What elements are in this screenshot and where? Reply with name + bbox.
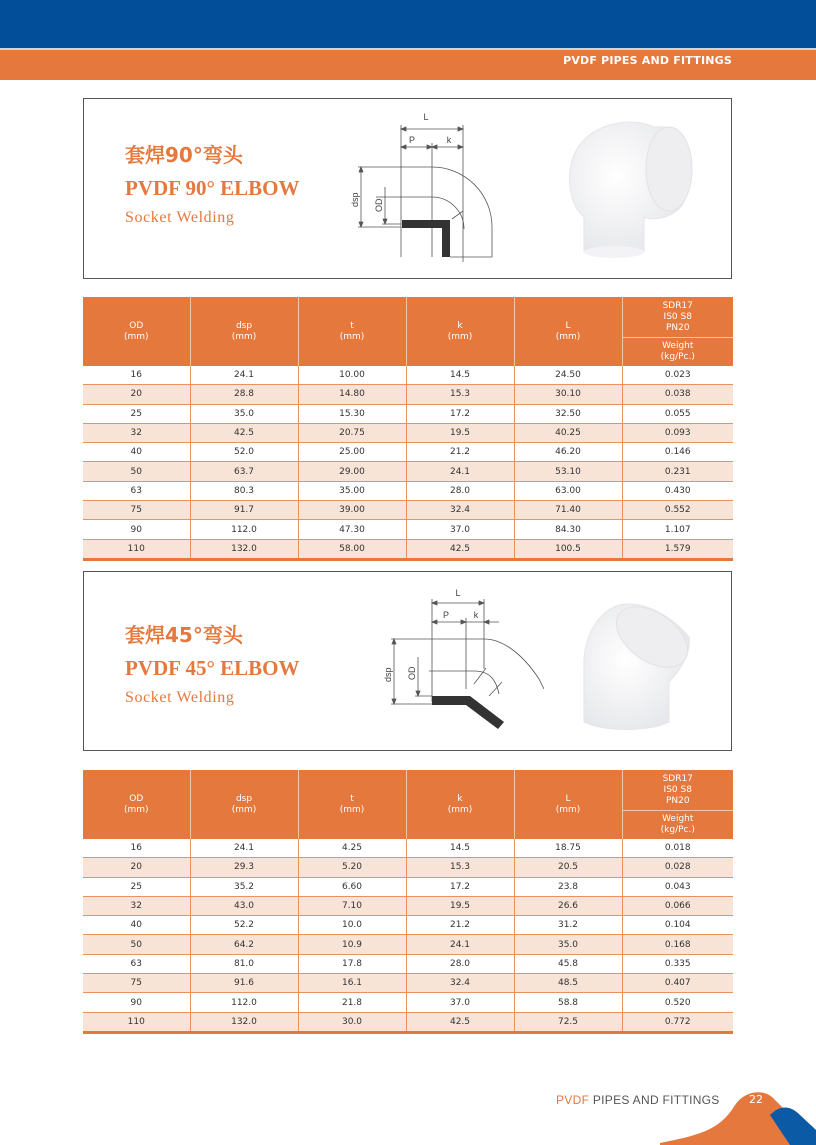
- table-row: [83, 1012, 733, 1032]
- header-dsp: dsp (mm): [190, 297, 298, 366]
- cell-weight: 0.018: [622, 839, 733, 858]
- cell-k: 28.0: [406, 481, 514, 500]
- cell-l: 48.5: [514, 974, 622, 993]
- cell-dsp: 112.0: [190, 520, 298, 539]
- elbow-45-product-photo: [574, 592, 704, 737]
- cell-od: 63: [83, 954, 190, 973]
- cell-l: 40.25: [514, 423, 622, 442]
- cell-t: 10.0: [298, 916, 406, 935]
- cell-k: 42.5: [406, 539, 514, 559]
- cell-od: 25: [83, 877, 190, 896]
- cell-dsp: 132.0: [190, 1012, 298, 1032]
- cell-od: 75: [83, 501, 190, 520]
- table-row: [83, 858, 733, 877]
- cell-k: 28.0: [406, 954, 514, 973]
- product-card-90-elbow: [83, 98, 732, 279]
- cell-t: 6.60: [298, 877, 406, 896]
- header-k: k (mm): [406, 770, 514, 839]
- diagram-label-l: L: [423, 112, 429, 122]
- elbow-45-dimension-diagram: [374, 584, 544, 739]
- cell-l: 72.5: [514, 1012, 622, 1032]
- cell-k: 17.2: [406, 404, 514, 423]
- cell-dsp: 91.7: [190, 501, 298, 520]
- cell-weight: 0.407: [622, 974, 733, 993]
- cell-l: 31.2: [514, 916, 622, 935]
- header-l: L (mm): [514, 297, 622, 366]
- spec-table-90-elbow: [83, 297, 733, 561]
- cell-k: 14.5: [406, 839, 514, 858]
- page-number: 22: [749, 1093, 763, 1106]
- cell-od: 75: [83, 974, 190, 993]
- table-row: [83, 916, 733, 935]
- cell-dsp: 42.5: [190, 423, 298, 442]
- cell-t: 10.9: [298, 935, 406, 954]
- spec-table-body: [83, 839, 733, 1032]
- cell-k: 24.1: [406, 462, 514, 481]
- table-row: [83, 366, 733, 385]
- header-od: OD (mm): [83, 297, 190, 366]
- cell-weight: 0.552: [622, 501, 733, 520]
- cell-od: 90: [83, 520, 190, 539]
- cell-weight: 0.066: [622, 896, 733, 915]
- cell-t: 39.00: [298, 501, 406, 520]
- header-t: t (mm): [298, 770, 406, 839]
- elbow-90-product-photo: [554, 107, 704, 267]
- cell-od: 25: [83, 404, 190, 423]
- table-row: [83, 877, 733, 896]
- diagram-label-od: OD: [374, 198, 384, 212]
- spec-table-45-elbow: [83, 770, 733, 1034]
- cell-t: 7.10: [298, 896, 406, 915]
- cell-k: 32.4: [406, 501, 514, 520]
- cell-t: 30.0: [298, 1012, 406, 1032]
- cell-dsp: 64.2: [190, 935, 298, 954]
- cell-t: 58.00: [298, 539, 406, 559]
- table-row: [83, 501, 733, 520]
- table-row: [83, 481, 733, 500]
- cell-dsp: 132.0: [190, 539, 298, 559]
- cell-l: 23.8: [514, 877, 622, 896]
- header-k: k (mm): [406, 297, 514, 366]
- cell-od: 63: [83, 481, 190, 500]
- footer-wave-decoration: [640, 1080, 816, 1145]
- cell-weight: 0.168: [622, 935, 733, 954]
- table-row: [83, 462, 733, 481]
- cell-t: 16.1: [298, 974, 406, 993]
- cell-l: 53.10: [514, 462, 622, 481]
- cell-k: 32.4: [406, 974, 514, 993]
- table-row: [83, 974, 733, 993]
- spec-table-body: [83, 366, 733, 559]
- cell-od: 32: [83, 423, 190, 442]
- header-section-label: PVDF PIPES AND FITTINGS: [563, 54, 732, 67]
- table-row: [83, 520, 733, 539]
- cell-l: 71.40: [514, 501, 622, 520]
- table-row: [83, 896, 733, 915]
- product-title-en: PVDF 45° ELBOW: [125, 656, 300, 680]
- cell-dsp: 24.1: [190, 839, 298, 858]
- cell-l: 35.0: [514, 935, 622, 954]
- header-t: t (mm): [298, 297, 406, 366]
- table-row: [83, 839, 733, 858]
- cell-k: 24.1: [406, 935, 514, 954]
- cell-k: 19.5: [406, 423, 514, 442]
- cell-weight: 0.028: [622, 858, 733, 877]
- cell-dsp: 112.0: [190, 993, 298, 1012]
- table-row: [83, 404, 733, 423]
- cell-dsp: 81.0: [190, 954, 298, 973]
- cell-l: 45.8: [514, 954, 622, 973]
- cell-t: 20.75: [298, 423, 406, 442]
- cell-od: 90: [83, 993, 190, 1012]
- cell-dsp: 80.3: [190, 481, 298, 500]
- product-title-en: PVDF 90° ELBOW: [125, 176, 300, 200]
- diagram-label-l: L: [455, 588, 461, 598]
- cell-l: 58.8: [514, 993, 622, 1012]
- cell-l: 63.00: [514, 481, 622, 500]
- cell-od: 20: [83, 385, 190, 404]
- cell-l: 84.30: [514, 520, 622, 539]
- cell-od: 50: [83, 462, 190, 481]
- header-l: L (mm): [514, 770, 622, 839]
- header-weight: Weight (kg/Pc.): [622, 338, 733, 367]
- table-row: [83, 954, 733, 973]
- product-card-45-elbow: [83, 571, 732, 751]
- cell-weight: 0.772: [622, 1012, 733, 1032]
- cell-od: 32: [83, 896, 190, 915]
- cell-dsp: 29.3: [190, 858, 298, 877]
- cell-weight: 0.043: [622, 877, 733, 896]
- cell-t: 10.00: [298, 366, 406, 385]
- footer-accent-word: PVDF: [556, 1093, 590, 1107]
- cell-l: 46.20: [514, 443, 622, 462]
- diagram-label-dsp: dsp: [383, 667, 393, 682]
- cell-od: 110: [83, 1012, 190, 1032]
- cell-l: 26.6: [514, 896, 622, 915]
- header-rating: SDR17 IS0 S8 PN20: [622, 297, 733, 338]
- cell-weight: 1.579: [622, 539, 733, 559]
- cell-l: 20.5: [514, 858, 622, 877]
- table-row: [83, 385, 733, 404]
- cell-weight: 0.520: [622, 993, 733, 1012]
- cell-t: 29.00: [298, 462, 406, 481]
- cell-weight: 0.023: [622, 366, 733, 385]
- diagram-label-dsp: dsp: [350, 192, 360, 207]
- footer-title: [556, 1093, 720, 1107]
- cell-weight: 0.146: [622, 443, 733, 462]
- cell-dsp: 63.7: [190, 462, 298, 481]
- cell-t: 47.30: [298, 520, 406, 539]
- socket-wall-section: [402, 220, 450, 257]
- cell-t: 17.8: [298, 954, 406, 973]
- cell-dsp: 35.0: [190, 404, 298, 423]
- cell-weight: 0.231: [622, 462, 733, 481]
- table-row: [83, 993, 733, 1012]
- cell-l: 18.75: [514, 839, 622, 858]
- product-subtitle: Socket Welding: [125, 689, 235, 706]
- cell-dsp: 52.2: [190, 916, 298, 935]
- cell-weight: 0.104: [622, 916, 733, 935]
- cell-k: 37.0: [406, 993, 514, 1012]
- cell-t: 25.00: [298, 443, 406, 462]
- diagram-label-p: P: [408, 135, 416, 145]
- cell-k: 42.5: [406, 1012, 514, 1032]
- cell-od: 110: [83, 539, 190, 559]
- cell-od: 16: [83, 366, 190, 385]
- cell-k: 37.0: [406, 520, 514, 539]
- product-title-cn: 套焊90°弯头: [125, 143, 243, 167]
- cell-k: 21.2: [406, 443, 514, 462]
- cell-t: 21.8: [298, 993, 406, 1012]
- diagram-label-od: OD: [407, 666, 417, 680]
- cell-t: 15.30: [298, 404, 406, 423]
- cell-t: 5.20: [298, 858, 406, 877]
- cell-dsp: 91.6: [190, 974, 298, 993]
- table-row: [83, 423, 733, 442]
- cell-od: 40: [83, 916, 190, 935]
- cell-t: 14.80: [298, 385, 406, 404]
- cell-weight: 0.335: [622, 954, 733, 973]
- cell-k: 14.5: [406, 366, 514, 385]
- cell-t: 35.00: [298, 481, 406, 500]
- socket-wall-section: [432, 696, 504, 729]
- header-od: OD (mm): [83, 770, 190, 839]
- elbow-90-dimension-diagram: [346, 107, 496, 267]
- cell-k: 15.3: [406, 858, 514, 877]
- header-dsp: dsp (mm): [190, 770, 298, 839]
- cell-weight: 0.055: [622, 404, 733, 423]
- diagram-label-p: P: [442, 610, 450, 620]
- cell-k: 21.2: [406, 916, 514, 935]
- cell-weight: 0.038: [622, 385, 733, 404]
- cell-t: 4.25: [298, 839, 406, 858]
- cell-od: 40: [83, 443, 190, 462]
- cell-od: 50: [83, 935, 190, 954]
- diagram-label-k: k: [446, 135, 452, 145]
- table-row: [83, 443, 733, 462]
- cell-dsp: 52.0: [190, 443, 298, 462]
- table-row: [83, 935, 733, 954]
- cell-weight: 0.430: [622, 481, 733, 500]
- cell-weight: 0.093: [622, 423, 733, 442]
- header-rating: SDR17 IS0 S8 PN20: [622, 770, 733, 811]
- cell-od: 16: [83, 839, 190, 858]
- diagram-label-k: k: [473, 610, 479, 620]
- cell-l: 24.50: [514, 366, 622, 385]
- footer-rest-text: PIPES AND FITTINGS: [589, 1093, 720, 1107]
- cell-dsp: 24.1: [190, 366, 298, 385]
- cell-l: 32.50: [514, 404, 622, 423]
- cell-weight: 1.107: [622, 520, 733, 539]
- table-row: [83, 539, 733, 559]
- cell-dsp: 28.8: [190, 385, 298, 404]
- header-blue-band: [0, 0, 816, 48]
- cell-l: 30.10: [514, 385, 622, 404]
- cell-od: 20: [83, 858, 190, 877]
- cell-k: 19.5: [406, 896, 514, 915]
- cell-k: 15.3: [406, 385, 514, 404]
- cell-k: 17.2: [406, 877, 514, 896]
- cell-dsp: 43.0: [190, 896, 298, 915]
- product-title-cn: 套焊45°弯头: [125, 623, 243, 647]
- header-weight: Weight (kg/Pc.): [622, 811, 733, 840]
- cell-l: 100.5: [514, 539, 622, 559]
- product-subtitle: Socket Welding: [125, 209, 235, 226]
- cell-dsp: 35.2: [190, 877, 298, 896]
